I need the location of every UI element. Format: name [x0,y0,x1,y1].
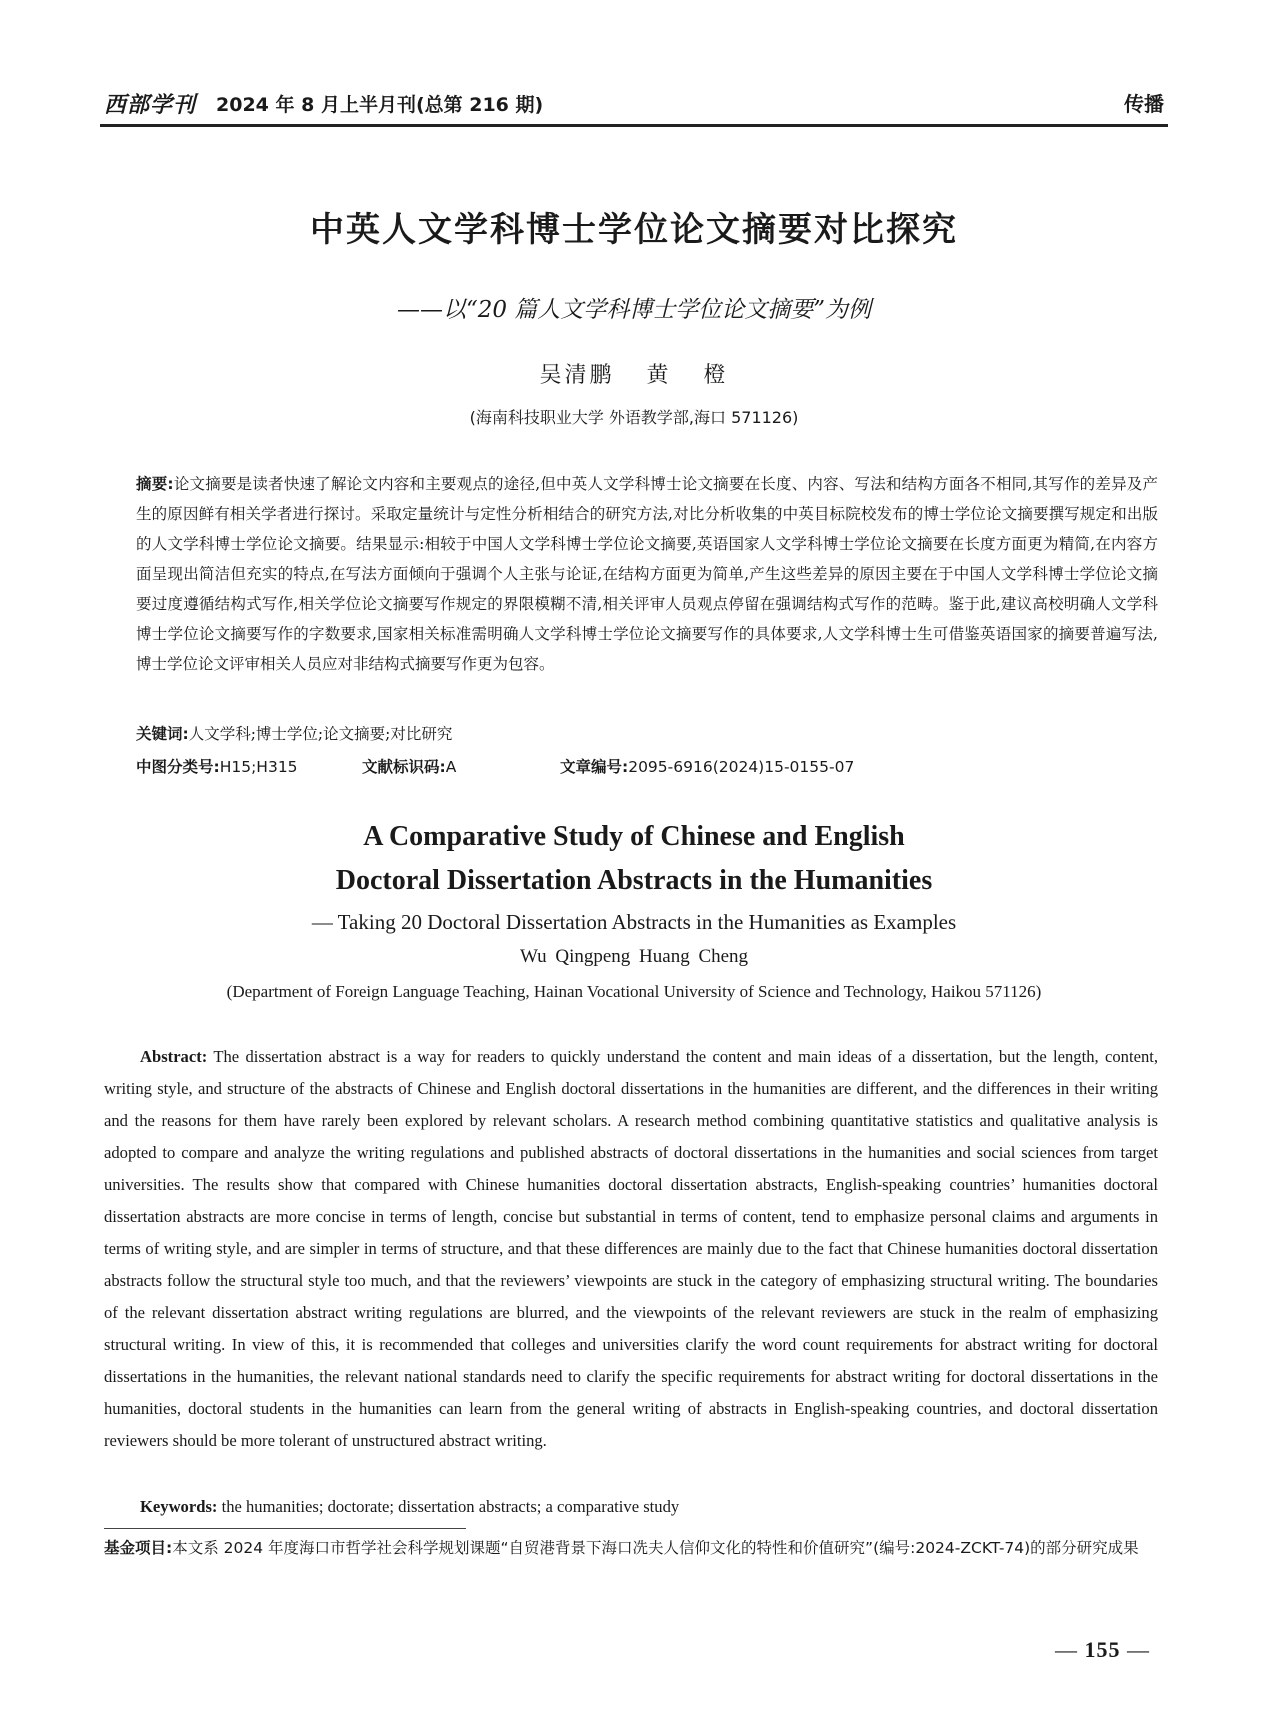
doc-code-label: 文献标识码: [362,758,446,776]
funding-label: 基金项目: [104,1539,173,1557]
title-en-line1: A Comparative Study of Chinese and English [363,821,905,852]
page-number-value: 155 [1084,1637,1121,1662]
funding-text: 本文系 2024 年度海口市哲学社会科学规划课题“自贸港背景下海口冼夫人信仰文化的特性和价值研究”(编号:2024-ZCKT-74)的部分研究成果 [172,1539,1139,1557]
issue-info: 2024 年 8 月上半月刊(总第 216 期) [216,94,544,116]
abstract-cn [136,469,1158,679]
keywords-cn-label: 关键词: [136,725,189,743]
clc-value: H15;H315 [219,758,298,776]
clc-number [136,752,298,782]
abstract-en [104,1041,1158,1457]
keywords-en-text: the humanities; doctorate; dissertation abstracts; a comparative study [221,1497,680,1516]
footnote-rule [104,1528,466,1529]
clc-label: 中图分类号: [136,758,220,776]
abstract-cn-label: 摘要: [136,475,174,493]
affiliation-en: (Department of Foreign Language Teaching, Hainan Vocational University of Science and Technology, Haikou 571126) [226,982,1042,1001]
keywords-cn [136,719,1136,749]
funding-footnote [104,1532,1158,1565]
keywords-cn-text: 人文学科;博士学位;论文摘要;对比研究 [188,725,453,743]
article-number-label: 文章编号: [560,758,629,776]
abstract-en-text: The dissertation abstract is a way for readers to quickly understand the content and main ideas of a dissertation, but the length, content, writing style, and structure of the abstracts of Chinese and English doctoral dissertations in the humanities are different, and the differences in their writing and the reasons for them have rarely been explored by relevant scholars. A research method combining quantitative statistics and qualitative analysis is adopted to compare and analyze the writing regulations and published abstracts of doctoral dissertations in the humanities and social sciences from target universities. The results show that compared with Chinese humanities doctoral dissertation abstracts, English-speaking countries’ humanities doctoral dissertation abstracts are more concise in terms of length, concise but substantial in terms of content, tend to emphasize personal claims and arguments in terms of writing style, and are simpler in terms of structure, and that these differences are mainly due to the fact that Chinese humanities doctoral dissertation abstracts follow the structural style too much, and that the reviewers’ viewpoints are stuck in the category of emphasizing structural writing. The boundaries of the relevant dissertation abstract writing regulations are blurred, and the viewpoints of the relevant reviewers are stuck in the realm of emphasizing structural writing. In view of this, it is recommended that colleges and universities clarify the word count requirements for abstract writing for doctoral dissertations in the humanities, the relevant national standards need to clarify the specific requirements for abstract writing for doctoral dissertations in the humanities, doctoral students in the humanities can learn from the general writing of abstracts in English-speaking countries, and doctoral dissertation reviewers should be more tolerant of unstructured abstract writing. [104,1047,1158,1450]
journal-logo: 西部学刊 [104,92,197,118]
subtitle-cn: ——以“20 篇人文学科博士学位论文摘要”为例 [396,297,872,323]
running-header [104,88,1164,120]
header-rule [100,124,1168,127]
affiliation-cn: (海南科技职业大学 外语教学部,海口 571126) [469,408,799,427]
abstract-en-label: Abstract: [140,1047,208,1066]
section-name: 传播 [1124,92,1164,116]
article-number [560,752,854,782]
title-en-line2: Doctoral Dissertation Abstracts in the Humanities [335,865,933,896]
authors-cn: 吴清鹏 黄 橙 [539,363,729,388]
authors-en: Wu Qingpeng Huang Cheng [519,946,749,967]
subtitle-en: — Taking 20 Doctoral Dissertation Abstracts in the Humanities as Examples [311,910,957,934]
keywords-en [140,1492,1140,1522]
doc-code-value: A [445,758,457,776]
page-number: — 155 — [1055,1637,1150,1662]
title-en [0,815,1268,903]
abstract-cn-text: 论文摘要是读者快速了解论文内容和主要观点的途径,但中英人文学科博士论文摘要在长度、内容、写法和结构方面各不相同,其写作的差异及产生的原因鲜有相关学者进行探讨。采取定量统计与定性分析相结合的研究方法,对比分析收集的中英目标院校发布的博士学位论文摘要撰写规定和出版的人文学科博士学位论文摘要。结果显示:相较于中国人文学科博士学位论文摘要,英语国家人文学科博士学位论文摘要在长度方面更为精简,在内容方面呈现出简洁但充实的特点,在写法方面倾向于强调个人主张与论证,在结构方面更为简单,产生这些差异的原因主要在于中国人文学科博士学位论文摘要过度遵循结构式写作,相关学位论文摘要写作规定的界限模糊不清,相关评审人员观点停留在强调结构式写作的范畴。鉴于此,建议高校明确人文学科博士学位论文摘要写作的字数要求,国家相关标准需明确人文学科博士学位论文摘要写作的具体要求,人文学科博士生可借鉴英语国家的摘要普遍写法,博士学位论文评审相关人员应对非结构式摘要写作更为包容。 [136,475,1158,673]
title-cn: 中英人文学科博士学位论文摘要对比探究 [310,210,958,250]
keywords-en-label: Keywords: [140,1497,218,1516]
document-code [362,752,456,782]
article-number-value: 2095-6916(2024)15-0155-07 [628,758,855,776]
